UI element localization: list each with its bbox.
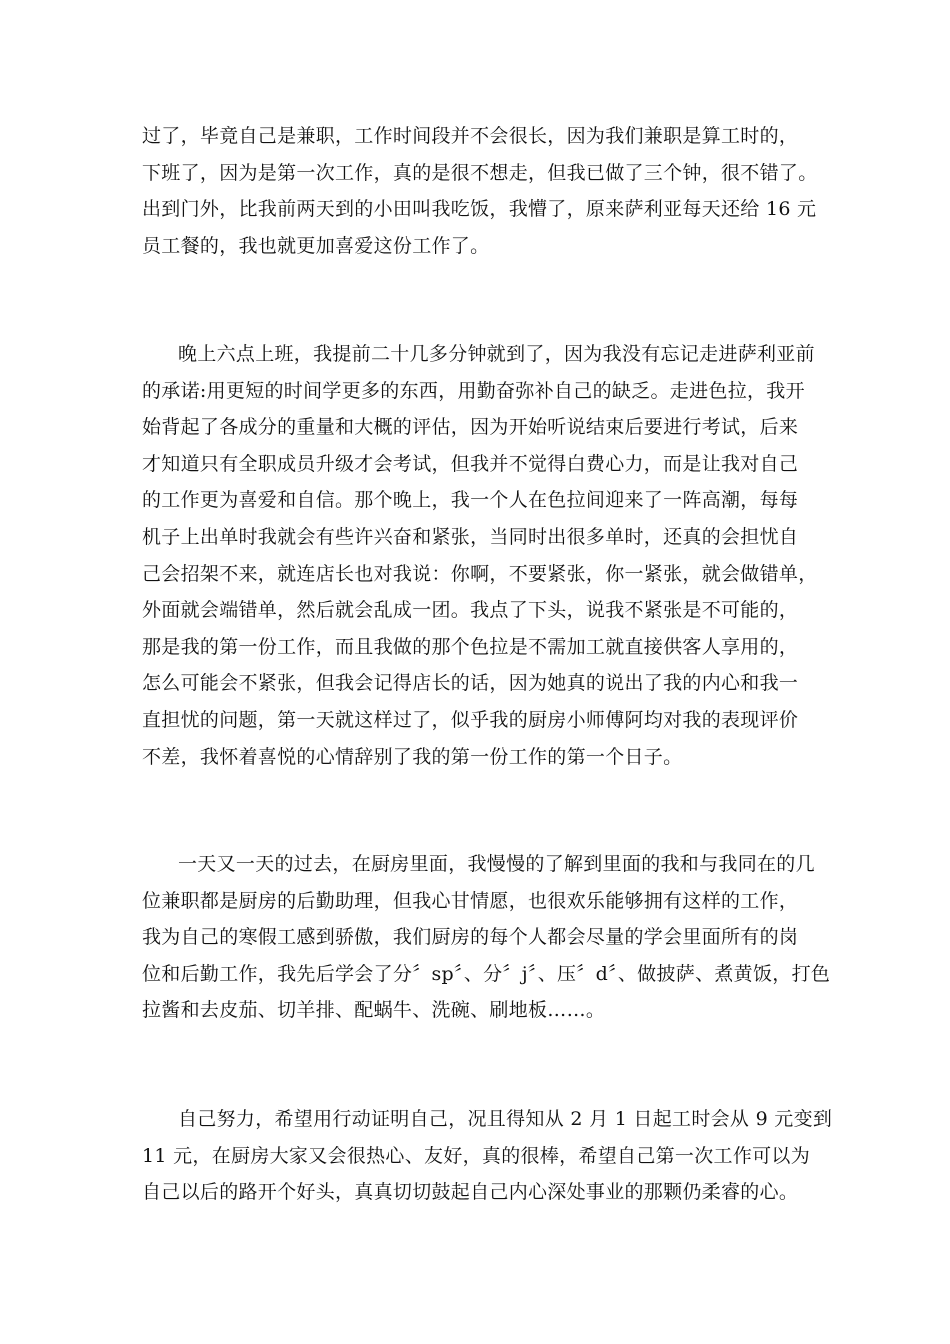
text-line: 的工作更为喜爱和自信。那个晚上，我一个人在色拉间迎来了一阵高潮，每每 [142, 489, 799, 512]
text-line: 机子上出单时我就会有些许兴奋和紧张，当同时出很多单时，还真的会担忧自 [142, 525, 799, 548]
text-line: 始背起了各成分的重量和大概的评估，因为开始听说结束后要进行考试，后来 [142, 416, 799, 439]
text-line: 一天又一天的过去，在厨房里面，我慢慢的了解到里面的我和与我同在的几 [178, 853, 815, 875]
text-line: 11 元，在厨房大家又会很热心、友好，真的很棒，希望自己第一次工作可以为 [142, 1144, 811, 1167]
text-line: 下班了，因为是第一次工作，真的是很不想走，但我已做了三个钟，很不错了。 [142, 161, 818, 184]
text-line: 直担忧的问题，第一天就这样过了，似乎我的厨房小师傅阿均对我的表现评价 [142, 708, 799, 731]
text-line: 位和后勤工作，我先后学会了分〞sp〞、分〞j〞、压〞d〞、做披萨、煮黄饭，打色 [142, 962, 831, 985]
text-line: 出到门外，比我前两天到的小田叫我吃饭，我懵了，原来萨利亚每天还给 16 元 [142, 198, 817, 221]
paragraph-2 [142, 336, 818, 775]
text-line: 位兼职都是厨房的后勤助理，但我心甘情愿，也很欢乐能够拥有这样的工作， [142, 889, 799, 912]
paragraph-3 [142, 846, 831, 1029]
paragraph-4 [142, 1101, 833, 1211]
text-line: 的承诺:用更短的时间学更多的东西，用勤奋弥补自己的缺乏。走进色拉，我开 [142, 379, 805, 402]
text-line: 晚上六点上班，我提前二十几多分钟就到了，因为我没有忘记走进萨利亚前 [178, 343, 815, 365]
text-line: 过了，毕竟自己是兼职，工作时间段并不会很长，因为我们兼职是算工时的， [142, 125, 799, 147]
text-line: 才知道只有全职成员升级才会考试，但我并不觉得白费心力，而是让我对自己 [142, 452, 799, 475]
text-line: 自己努力，希望用行动证明自己，况且得知从 2 月 1 日起工时会从 9 元变到 [178, 1108, 833, 1130]
text-line: 自己以后的路开个好头，真真切切鼓起自己内心深处事业的那颗仍柔睿的心。 [142, 1181, 799, 1204]
text-line: 不差，我怀着喜悦的心情辞别了我的第一份工作的第一个日子。 [142, 745, 683, 768]
text-line: 外面就会端错单，然后就会乱成一团。我点了下头，说我不紧张是不可能的， [142, 599, 799, 622]
text-line: 怎么可能会不紧张，但我会记得店长的话，因为她真的说出了我的内心和我一 [142, 672, 799, 695]
text-line: 那是我的第一份工作，而且我做的那个色拉是不需加工就直接供客人享用的， [142, 635, 799, 658]
text-line: 拉酱和去皮茄、切羊排、配蜗牛、洗碗、刷地板……。 [142, 999, 606, 1022]
text-line: 员工餐的，我也就更加喜爱这份工作了。 [142, 234, 490, 257]
paragraph-1 [142, 118, 818, 264]
text-line: 我为自己的寒假工感到骄傲，我们厨房的每个人都会尽量的学会里面所有的岗 [142, 926, 799, 949]
text-line: 己会招架不来，就连店长也对我说：你啊，不要紧张，你一紧张，就会做错单， [142, 562, 818, 585]
